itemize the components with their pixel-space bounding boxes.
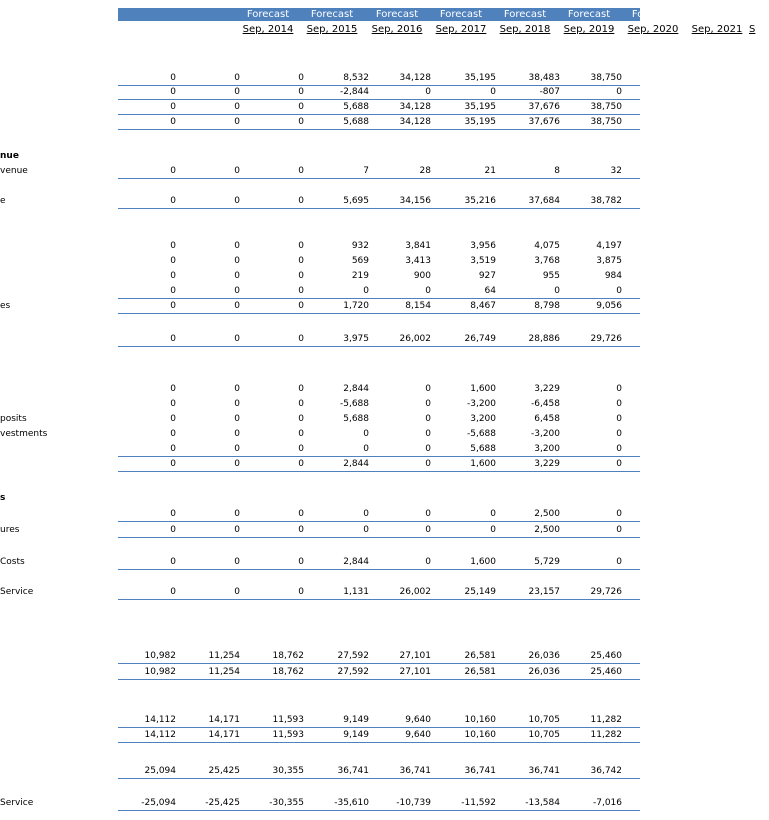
cell-value[interactable]: 0 — [616, 429, 622, 439]
row-label: venue — [0, 166, 28, 176]
table-row — [0, 195, 640, 209]
cell-value[interactable]: 0 — [234, 334, 240, 344]
cell-value[interactable]: 25,094 — [144, 766, 176, 776]
table-row — [118, 666, 640, 680]
cell-value[interactable]: 0 — [170, 286, 176, 296]
cell-value[interactable]: 0 — [363, 286, 369, 296]
row-label: s — [0, 493, 6, 503]
cell-value[interactable]: 38,483 — [528, 73, 560, 83]
cell-value[interactable]: 0 — [170, 557, 176, 567]
cell-value[interactable]: 11,282 — [590, 715, 622, 725]
forecast-label: Forecast — [503, 9, 547, 20]
cell-value[interactable]: 0 — [298, 509, 304, 519]
cell-value[interactable]: 0 — [298, 444, 304, 454]
cell-value[interactable]: 0 — [616, 525, 622, 535]
table-row — [118, 714, 640, 728]
cell-value[interactable]: 26,002 — [399, 587, 431, 597]
forecast-label: Forecast — [695, 9, 739, 20]
cell-value[interactable]: 0 — [425, 459, 431, 469]
cell-value[interactable]: 0 — [170, 166, 176, 176]
table-row — [0, 797, 640, 811]
cell-value[interactable]: 5,729 — [534, 557, 560, 567]
period-date: Sep, 2017 — [435, 24, 487, 35]
table-row — [118, 101, 640, 115]
cell-value[interactable]: 9,149 — [343, 730, 369, 740]
cell-value[interactable]: 0 — [234, 241, 240, 251]
row-label: e — [0, 196, 6, 206]
cell-value[interactable]: 8,532 — [343, 73, 369, 83]
cell-value[interactable]: 38,750 — [590, 117, 622, 127]
cell-value[interactable]: 25,460 — [590, 651, 622, 661]
cell-value[interactable]: 3,875 — [596, 256, 622, 266]
cell-value[interactable]: 36,741 — [399, 766, 431, 776]
cell-value[interactable]: 6,458 — [534, 414, 560, 424]
cell-value[interactable]: 0 — [298, 459, 304, 469]
cell-value[interactable]: 0 — [616, 414, 622, 424]
period-date: Sep, 2014 — [242, 24, 294, 35]
cell-value[interactable]: 21 — [484, 166, 496, 176]
cell-value[interactable]: 38,782 — [590, 196, 622, 206]
cell-value[interactable]: 984 — [604, 271, 622, 281]
forecast-label: Forecast — [567, 9, 611, 20]
cell-value[interactable]: 0 — [425, 444, 431, 454]
table-row — [118, 86, 640, 100]
cell-value[interactable]: 0 — [298, 286, 304, 296]
period-date: Sep, 2019 — [563, 24, 615, 35]
column-7 — [621, 8, 685, 39]
cell-value[interactable]: 0 — [490, 87, 496, 97]
cell-value[interactable]: 0 — [170, 73, 176, 83]
cell-value[interactable]: 0 — [170, 525, 176, 535]
cell-value[interactable]: 0 — [234, 525, 240, 535]
period-date: Sep, 2020 — [627, 24, 679, 35]
cell-value[interactable]: 11,593 — [272, 715, 304, 725]
cell-value[interactable]: 0 — [425, 384, 431, 394]
cell-value[interactable]: 0 — [616, 509, 622, 519]
cell-value[interactable]: 36,741 — [464, 766, 496, 776]
cell-value[interactable]: -6,458 — [530, 399, 560, 409]
table-row — [118, 765, 640, 779]
cell-value[interactable]: -3,200 — [466, 399, 496, 409]
cell-value[interactable]: -25,425 — [205, 798, 240, 808]
cell-value[interactable]: 0 — [234, 414, 240, 424]
cell-value[interactable]: 0 — [425, 525, 431, 535]
cell-value[interactable]: 0 — [363, 525, 369, 535]
cell-value[interactable]: 10,160 — [464, 730, 496, 740]
cell-value[interactable]: 955 — [542, 271, 560, 281]
cell-value[interactable]: 0 — [170, 399, 176, 409]
cell-value[interactable]: 35,195 — [464, 102, 496, 112]
cell-value[interactable]: 3,229 — [534, 459, 560, 469]
cell-value[interactable]: 900 — [413, 271, 431, 281]
table-row — [118, 443, 640, 457]
cell-value[interactable]: 10,982 — [144, 651, 176, 661]
cell-value[interactable]: 0 — [170, 271, 176, 281]
column-6 — [557, 8, 621, 39]
cell-value[interactable]: 0 — [425, 399, 431, 409]
cell-value[interactable]: -13,584 — [525, 798, 560, 808]
cell-value[interactable]: 0 — [234, 196, 240, 206]
cell-value[interactable]: 0 — [298, 87, 304, 97]
cell-value[interactable]: 0 — [234, 87, 240, 97]
column-1 — [236, 8, 300, 39]
cell-value[interactable]: 10,982 — [144, 667, 176, 677]
cell-value[interactable]: 34,156 — [399, 196, 431, 206]
cell-value[interactable]: -11,592 — [461, 798, 496, 808]
cell-value[interactable]: 2,500 — [534, 509, 560, 519]
cell-value[interactable]: 26,581 — [464, 651, 496, 661]
cell-value[interactable]: 932 — [351, 241, 369, 251]
cell-value[interactable]: 28 — [419, 166, 431, 176]
cell-value[interactable]: -5,688 — [339, 399, 369, 409]
cell-value[interactable]: 0 — [490, 509, 496, 519]
cell-value[interactable]: 0 — [234, 399, 240, 409]
cell-value[interactable]: -25,094 — [141, 798, 176, 808]
column-2 — [300, 8, 364, 39]
cell-value[interactable]: 1,131 — [343, 587, 369, 597]
cell-value[interactable]: 8,154 — [405, 301, 431, 311]
cell-value[interactable]: 9,056 — [596, 301, 622, 311]
cell-value[interactable]: 37,676 — [528, 102, 560, 112]
column-header — [118, 8, 756, 43]
row-label: Service — [0, 798, 34, 808]
cell-value[interactable]: 25,460 — [590, 667, 622, 677]
cell-value[interactable]: 3,200 — [534, 444, 560, 454]
cell-value[interactable]: 8 — [554, 166, 560, 176]
table-row — [0, 413, 640, 426]
cell-value[interactable]: 0 — [298, 196, 304, 206]
cell-value[interactable]: 0 — [554, 286, 560, 296]
table-row — [118, 729, 640, 743]
cell-value[interactable]: 3,229 — [534, 384, 560, 394]
forecast-label: Forecast — [375, 9, 419, 20]
cell-value[interactable]: 25,149 — [464, 587, 496, 597]
table-row — [118, 458, 640, 472]
cell-value[interactable]: 0 — [298, 525, 304, 535]
row-label: Costs — [0, 557, 25, 567]
cell-value[interactable]: 0 — [234, 509, 240, 519]
table-row — [0, 428, 640, 441]
cell-value[interactable]: 0 — [298, 557, 304, 567]
cell-value[interactable]: 26,749 — [464, 334, 496, 344]
cell-value[interactable]: 27,592 — [337, 667, 369, 677]
cell-value[interactable]: 5,688 — [343, 102, 369, 112]
cell-value[interactable]: 14,171 — [208, 730, 240, 740]
cell-value[interactable]: -2,844 — [339, 87, 369, 97]
cell-value[interactable]: 27,101 — [399, 667, 431, 677]
cell-value[interactable]: -35,610 — [334, 798, 369, 808]
cell-value[interactable]: 14,112 — [144, 715, 176, 725]
cell-value[interactable]: 0 — [298, 271, 304, 281]
cell-value[interactable]: -30,355 — [269, 798, 304, 808]
cell-value[interactable]: 0 — [234, 444, 240, 454]
cell-value[interactable]: 3,975 — [343, 334, 369, 344]
cell-value[interactable]: 11,254 — [208, 651, 240, 661]
cell-value[interactable]: 35,195 — [464, 117, 496, 127]
table-row — [118, 116, 640, 130]
cell-value[interactable]: 0 — [616, 384, 622, 394]
cell-value[interactable]: 2,500 — [534, 525, 560, 535]
cell-value[interactable]: 14,171 — [208, 715, 240, 725]
cell-value[interactable]: 26,581 — [464, 667, 496, 677]
row-label: es — [0, 301, 11, 311]
cell-value[interactable]: 0 — [234, 102, 240, 112]
table-row — [0, 398, 640, 411]
cell-value[interactable]: 0 — [298, 414, 304, 424]
cell-value[interactable]: 3,200 — [470, 414, 496, 424]
cell-value[interactable]: 9,640 — [405, 730, 431, 740]
cell-value[interactable]: 38,750 — [590, 73, 622, 83]
table-row — [0, 556, 640, 570]
row-label: nue — [0, 151, 19, 161]
cell-value[interactable]: 29,726 — [590, 587, 622, 597]
cell-value[interactable]: 26,002 — [399, 334, 431, 344]
cell-value[interactable]: 0 — [170, 444, 176, 454]
cell-value[interactable]: 0 — [616, 87, 622, 97]
cell-value[interactable]: 25,425 — [208, 766, 240, 776]
period-date-partial: S — [749, 24, 756, 35]
cell-value[interactable]: 0 — [234, 429, 240, 439]
cell-value[interactable]: 2,844 — [343, 459, 369, 469]
table-row — [0, 240, 640, 253]
cell-value[interactable]: 0 — [363, 429, 369, 439]
cell-value[interactable]: 219 — [351, 271, 369, 281]
cell-value[interactable]: 3,413 — [405, 256, 431, 266]
row-label: vestments — [0, 429, 48, 439]
cell-value[interactable]: 23,157 — [528, 587, 560, 597]
cell-value[interactable]: 0 — [425, 286, 431, 296]
period-date: Sep, 2015 — [306, 24, 358, 35]
cell-value[interactable]: 4,075 — [534, 241, 560, 251]
cell-value[interactable]: 8,798 — [534, 301, 560, 311]
cell-value[interactable]: 0 — [616, 444, 622, 454]
cell-value[interactable]: 0 — [298, 384, 304, 394]
row-label: Service — [0, 587, 34, 597]
column-4 — [429, 8, 493, 39]
column-partial — [749, 8, 769, 39]
cell-value[interactable]: 1,600 — [470, 459, 496, 469]
cell-value[interactable]: 0 — [298, 102, 304, 112]
cell-value[interactable]: 0 — [298, 587, 304, 597]
forecast-label: Forecast — [631, 9, 675, 20]
table-row — [0, 586, 640, 600]
cell-value[interactable]: 0 — [490, 525, 496, 535]
forecast-label: Forecast — [310, 9, 354, 20]
forecast-label: Forecast — [439, 9, 483, 20]
cell-value[interactable]: 0 — [298, 429, 304, 439]
cell-value[interactable]: 37,684 — [528, 196, 560, 206]
cell-value[interactable]: 0 — [616, 557, 622, 567]
column-3 — [365, 8, 429, 39]
table-row — [0, 383, 640, 396]
cell-value[interactable]: 0 — [170, 334, 176, 344]
cell-value[interactable]: 0 — [170, 241, 176, 251]
forecast-label-partial: F — [749, 9, 755, 20]
period-date: Sep, 2021 — [691, 24, 743, 35]
cell-value[interactable]: 0 — [616, 286, 622, 296]
cell-value[interactable]: 0 — [298, 73, 304, 83]
table-row — [118, 333, 640, 347]
cell-value[interactable]: 0 — [234, 166, 240, 176]
cell-value[interactable]: 0 — [298, 334, 304, 344]
cell-value[interactable]: 0 — [234, 117, 240, 127]
cell-value[interactable]: 0 — [170, 117, 176, 127]
table-row — [118, 508, 640, 522]
period-date: Sep, 2018 — [499, 24, 551, 35]
cell-value[interactable]: 26,036 — [528, 667, 560, 677]
cell-value[interactable]: 36,742 — [590, 766, 622, 776]
cell-value[interactable]: 0 — [298, 301, 304, 311]
cell-value[interactable]: 27,592 — [337, 651, 369, 661]
cell-value[interactable]: 0 — [170, 459, 176, 469]
cell-value[interactable]: 32 — [610, 166, 622, 176]
cell-value[interactable]: 0 — [425, 414, 431, 424]
table-row — [0, 255, 640, 268]
cell-value[interactable]: 28,886 — [528, 334, 560, 344]
column-8 — [685, 8, 749, 39]
cell-value[interactable]: 4,197 — [596, 241, 622, 251]
cell-value[interactable]: 3,768 — [534, 256, 560, 266]
cell-value[interactable]: 34,128 — [399, 117, 431, 127]
cell-value[interactable]: 64 — [484, 286, 496, 296]
table-row — [118, 285, 640, 299]
cell-value[interactable]: 9,640 — [405, 715, 431, 725]
cell-value[interactable]: 38,750 — [590, 102, 622, 112]
cell-value[interactable]: 0 — [298, 166, 304, 176]
table-row — [0, 300, 640, 314]
cell-value[interactable]: 34,128 — [399, 73, 431, 83]
cell-value[interactable]: 10,160 — [464, 715, 496, 725]
cell-value[interactable]: 18,762 — [272, 651, 304, 661]
cell-value[interactable]: 0 — [170, 102, 176, 112]
cell-value[interactable]: 0 — [170, 256, 176, 266]
cell-value[interactable]: 30,355 — [272, 766, 304, 776]
cell-value[interactable]: 5,688 — [343, 117, 369, 127]
cell-value[interactable]: 0 — [363, 509, 369, 519]
table-row — [0, 150, 640, 163]
cell-value[interactable]: 11,593 — [272, 730, 304, 740]
cell-value[interactable]: 927 — [478, 271, 496, 281]
cell-value[interactable]: 0 — [170, 587, 176, 597]
cell-value[interactable]: 0 — [170, 509, 176, 519]
table-row — [0, 270, 640, 283]
cell-value[interactable]: 11,254 — [208, 667, 240, 677]
cell-value[interactable]: 0 — [234, 384, 240, 394]
cell-value[interactable]: 0 — [616, 399, 622, 409]
row-label: ures — [0, 525, 20, 535]
cell-value[interactable]: 0 — [234, 587, 240, 597]
forecast-label: Forecast — [246, 9, 290, 20]
cell-value[interactable]: 26,036 — [528, 651, 560, 661]
cell-value[interactable]: 11,282 — [590, 730, 622, 740]
cell-value[interactable]: 37,676 — [528, 117, 560, 127]
cell-value[interactable]: 0 — [425, 87, 431, 97]
cell-value[interactable]: 0 — [234, 557, 240, 567]
cell-value[interactable]: 8,467 — [470, 301, 496, 311]
cell-value[interactable]: 0 — [616, 459, 622, 469]
cell-value[interactable]: 0 — [298, 241, 304, 251]
cell-value[interactable]: 0 — [170, 196, 176, 206]
cell-value[interactable]: 3,956 — [470, 241, 496, 251]
column-5 — [493, 8, 557, 39]
cell-value[interactable]: 29,726 — [590, 334, 622, 344]
cell-value[interactable]: 27,101 — [399, 651, 431, 661]
cell-value[interactable]: 0 — [234, 73, 240, 83]
cell-value[interactable]: 5,688 — [470, 444, 496, 454]
cell-value[interactable]: 18,762 — [272, 667, 304, 677]
cell-value[interactable]: -807 — [539, 87, 560, 97]
cell-value[interactable]: 0 — [425, 557, 431, 567]
cell-value[interactable]: 0 — [298, 399, 304, 409]
cell-value[interactable]: 569 — [351, 256, 369, 266]
cell-value[interactable]: 0 — [170, 414, 176, 424]
cell-value[interactable]: 14,112 — [144, 730, 176, 740]
cell-value[interactable]: 1,720 — [343, 301, 369, 311]
cell-value[interactable]: 36,741 — [528, 766, 560, 776]
cell-value[interactable]: 1,600 — [470, 384, 496, 394]
cell-value[interactable]: 36,741 — [337, 766, 369, 776]
cell-value[interactable]: 0 — [170, 384, 176, 394]
cell-value[interactable]: -3,200 — [530, 429, 560, 439]
cell-value[interactable]: 3,841 — [405, 241, 431, 251]
cell-value[interactable]: 0 — [234, 459, 240, 469]
cell-value[interactable]: 0 — [363, 444, 369, 454]
cell-value[interactable]: 1,600 — [470, 557, 496, 567]
table-row — [0, 492, 640, 505]
cell-value[interactable]: 0 — [170, 87, 176, 97]
period-date: Sep, 2016 — [371, 24, 423, 35]
table-row — [118, 72, 640, 86]
cell-value[interactable]: 0 — [234, 301, 240, 311]
cell-value[interactable]: 35,195 — [464, 73, 496, 83]
cell-value[interactable]: 0 — [234, 256, 240, 266]
cell-value[interactable]: 10,705 — [528, 715, 560, 725]
cell-value[interactable]: -5,688 — [466, 429, 496, 439]
row-label: posits — [0, 414, 27, 424]
cell-value[interactable]: -10,739 — [396, 798, 431, 808]
cell-value[interactable]: 2,844 — [343, 557, 369, 567]
table-row — [0, 524, 640, 538]
table-row — [0, 165, 640, 179]
table-row — [118, 650, 640, 664]
cell-value[interactable]: 0 — [298, 256, 304, 266]
cell-value[interactable]: 35,216 — [464, 196, 496, 206]
cell-value[interactable]: 9,149 — [343, 715, 369, 725]
cell-value[interactable]: 2,844 — [343, 384, 369, 394]
cell-value[interactable]: 5,688 — [343, 414, 369, 424]
cell-value[interactable]: 0 — [170, 429, 176, 439]
cell-value[interactable]: 3,519 — [470, 256, 496, 266]
cell-value[interactable]: 5,695 — [343, 196, 369, 206]
cell-value[interactable]: -7,016 — [592, 798, 622, 808]
cell-value[interactable]: 10,705 — [528, 730, 560, 740]
cell-value[interactable]: 7 — [363, 166, 369, 176]
cell-value[interactable]: 0 — [425, 509, 431, 519]
cell-value[interactable]: 34,128 — [399, 102, 431, 112]
cell-value[interactable]: 0 — [298, 117, 304, 127]
cell-value[interactable]: 0 — [170, 301, 176, 311]
cell-value[interactable]: 0 — [234, 271, 240, 281]
cell-value[interactable]: 0 — [425, 429, 431, 439]
cell-value[interactable]: 0 — [234, 286, 240, 296]
